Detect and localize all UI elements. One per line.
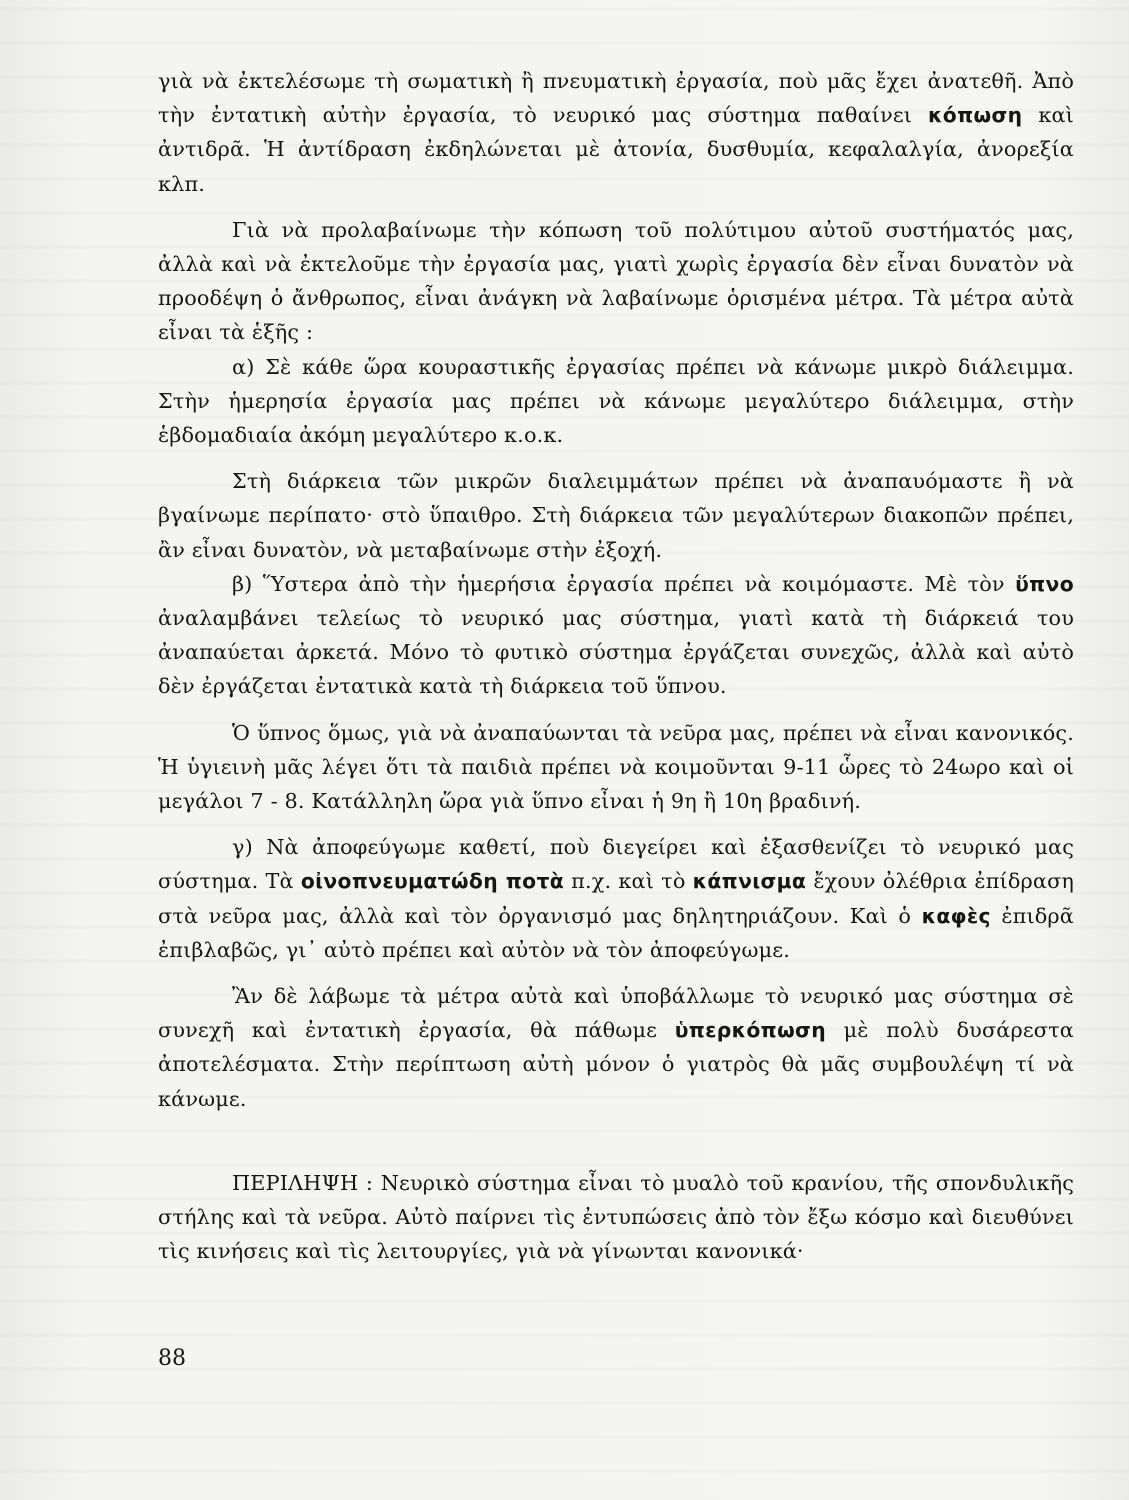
paragraph-measures-intro: Γιὰ νὰ προλαβαίνωμε τὴν κόπωση τοῦ πολύτιμου αὐτοῦ συστήματός μας, ἀλλὰ καὶ νὰ ἐκτελοῦμε τὴν ἐργασία μας, γιατὶ χωρὶς ἐργασία δὲν εἶναι δυνατὸν νὰ προοδέψη ὁ ἄνθρωπος, εἶναι ἀνάγκη νὰ λαβαίνωμε ὁρισμένα μέτρα. Τὰ μέτρα αὐτὰ εἶναι τὰ ἑξῆς : (158, 217, 1074, 345)
paragraph-overwork (158, 979, 1074, 1116)
paragraph-breaks: Στὴ διάρκεια τῶν μικρῶν διαλειμμάτων πρέπει νὰ ἀναπαυόμαστε ἢ νὰ βγαίνωμε περίπατο· στὸ ὕπαιθρο. Στὴ διάρκεια τῶν μεγαλύτερων διακοπῶν πρέπει, ἂν εἶναι δυνατὸν, νὰ μεταβαίνωμε στὴν ἐξοχή. (158, 469, 1074, 562)
page-number: 88 (158, 1346, 186, 1371)
paragraph-sleep: Ὁ ὕπνος ὅμως, γιὰ νὰ ἀναπαύωνται τὰ νεῦρα μας, πρέπει νὰ εἶναι κανονικός. Ἡ ὑγιεινὴ μᾶς λέγει ὅτι τὰ παιδιὰ πρέπει νὰ κοιμοῦνται 9-11 ὧρες τὸ 24ωρο καὶ οἱ μεγάλοι 7 - 8. Κατάλληλη ὥρα γιὰ ὕπνο εἶναι ἡ 9η ἢ 10η βραδινή. (158, 720, 1074, 814)
text-run: καὶ ἀντιδρᾶ. Ἡ ἀντίδραση ἐκδηλώνεται μὲ ἀτονία, δυσθυμία, κεφαλαλγία, ἀνορεξία κλπ. (158, 103, 1074, 196)
text-run: μὲ πολὺ δυσάρεστα ἀποτελέσματα. Στὴν περίπτωση αὐτὴ μόνον ὁ γιατρὸς θὰ μᾶς συμβουλέψη τί νὰ κάνωμε. (158, 1018, 1074, 1111)
bold-term-kopwsi: κόπωση (928, 103, 1023, 128)
paragraph-measure-b (158, 567, 1074, 704)
text-run: ἐπιδρᾶ ἐπιβλαβῶς, γι᾽ αὐτὸ πρέπει καὶ αὐτὸν νὰ τὸν ἀποφεύγωμε. (158, 903, 1075, 962)
text-run: Ἂν δὲ λάβωμε τὰ μέτρα αὐτὰ καὶ ὑποβάλλωμε τὸ νευρικό μας σύστημα σὲ συνεχῆ καὶ ἐντατικὴ ἐργασία, θὰ πάθωμε (158, 984, 1074, 1043)
paragraph-summary: ΠΕΡΙΛΗΨΗ : Νευρικὸ σύστημα εἶναι τὸ μυαλὸ τοῦ κρανίου, τῆς σπονδυλικῆς στήλης καὶ τὰ νεῦρα. Αὐτὸ παίρνει τὶς ἐντυπώσεις ἀπὸ τὸν ἔξω κόσμο καὶ διευθύνει τὶς κινήσεις καὶ τὶς λειτουργίες, γιὰ νὰ γίνωνται κανονικά· (158, 1170, 1074, 1264)
text-run: γιὰ νὰ ἐκτελέσωμε τὴ σωματικὴ ἢ πνευματικὴ ἐργασία, ποὺ μᾶς ἔχει ἀνατεθῆ. Ἀπὸ τὴν ἐντατικὴ αὐτὴν ἐργασία, τὸ νευρικό μας σύστημα παθαίνει (158, 69, 1074, 128)
bold-term-smoking: κάπνισμα (692, 869, 807, 894)
bold-term-coffee: καφὲς (921, 903, 991, 928)
paragraph-fatigue (158, 64, 1074, 201)
text-run: ἔχουν ὀλέθρια ἐπίδραση στὰ νεῦρα μας, ἀλλὰ καὶ τὸν ὀργανισμό μας δηλητηριάζουν. Καὶ ὁ (158, 869, 1075, 928)
bold-term-alcohol: οἰνοπνευματώδη ποτὰ (300, 869, 565, 894)
text-run: β) Ὕστερα ἀπὸ τὴν ἡμερήσια ἐργασία πρέπει νὰ κοιμόμαστε. Μὲ τὸν (232, 571, 1016, 596)
bold-term-overwork: ὑπερκόπωση (674, 1018, 826, 1043)
body-text (158, 64, 1074, 1269)
text-run: ἀναλαμβάνει τελείως τὸ νευρικό μας σύστημα, γιατὶ κατὰ τὴ διάρκειά του ἀναπαύεται ἀρκετά. Μόνο τὸ φυτικὸ σύστημα ἐργάζεται συνεχῶς, ἀλλὰ καὶ αὐτὸ δὲν ἐργάζεται ἐντατικὰ κατὰ τὴ διάρκεια τοῦ ὕπνου. (158, 606, 1074, 699)
text-run: γ) Νὰ ἀποφεύγωμε καθετί, ποὺ διεγείρει καὶ ἐξασθενίζει τὸ νευρικό μας σύστημα. Τὰ (158, 835, 1074, 894)
text-run: π.χ. καὶ τὸ (564, 869, 693, 894)
paragraph-measure-a: α) Σὲ κάθε ὥρα κουραστικῆς ἐργασίας πρέπει νὰ κάνωμε μικρὸ διάλειμμα. Στὴν ἡμερησία ἐργασία μας πρέπει νὰ κάνωμε μεγαλύτερο διάλειμμα, στὴν ἑβδομαδιαία ἀκόμη μεγαλύτερο κ.ο.κ. (158, 354, 1074, 448)
bold-term-ypno: ὕπνο (1015, 571, 1074, 596)
paragraph-measure-c (158, 830, 1074, 967)
